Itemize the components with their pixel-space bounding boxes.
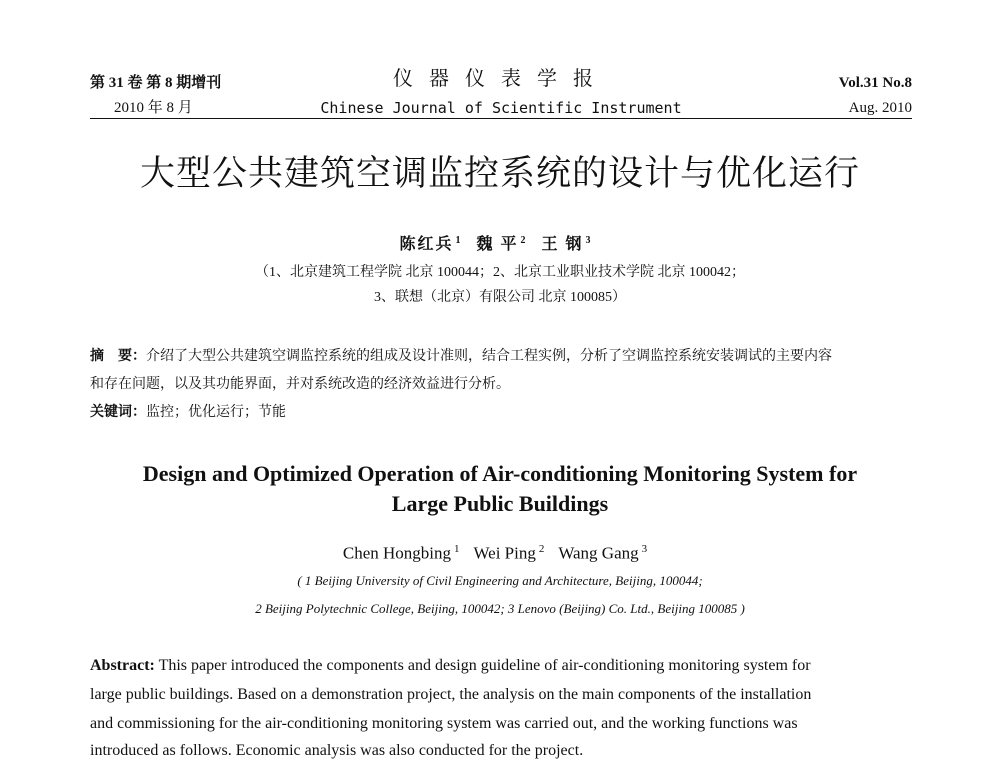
- paper-title-cn: 大型公共建筑空调监控系统的设计与优化运行: [139, 154, 860, 194]
- abstract-cn-line-2: 和存在问题，以及其功能界面，并对系统改造的经济效益进行分析。: [90, 377, 510, 392]
- author-list-en: [0, 543, 1000, 564]
- affiliation-cn-line-2: 3、联想（北京）有限公司 北京 100085）: [374, 290, 626, 305]
- author-name: 陈红兵: [399, 236, 454, 253]
- author-affiliation-mark: 2: [538, 543, 545, 555]
- paper-title-en-line-2: Large Public Buildings: [391, 491, 609, 516]
- paper-title-en-line-1: Design and Optimized Operation of Air-conditioning Monitoring System for: [142, 461, 858, 486]
- abstract-en-line-4: introduced as follows. Economic analysis was also conducted for the project.: [90, 742, 584, 759]
- journal-name-cn: 仪器仪表学报: [393, 68, 609, 90]
- abstract-en-line-3: and commissioning for the air-conditioning monitoring system was carried out, and the working functions was: [90, 715, 798, 732]
- header-rule: [90, 118, 912, 119]
- author-name: Wang Gang: [558, 543, 639, 563]
- keywords-text-cn: 监控；优化运行；节能: [146, 405, 286, 420]
- volume-issue-en: Vol.31 No.8: [838, 75, 912, 91]
- abstract-label-cn: 摘 要：: [90, 349, 146, 364]
- abstract-en-line-1: [90, 656, 912, 675]
- keywords-label-cn: 关键词：: [90, 405, 146, 420]
- author-affiliation-mark: 3: [585, 234, 593, 246]
- author-name: Chen Hongbing: [342, 543, 452, 563]
- affiliation-en-line-1: ( 1 Beijing University of Civil Engineering and Architecture, Beijing, 100044;: [297, 573, 703, 588]
- author-name: Wei Ping: [473, 543, 536, 563]
- abstract-text-cn: 介绍了大型公共建筑空调监控系统的组成及设计准则，结合工程实例，分析了空调监控系统安装调试的主要内容: [146, 349, 832, 364]
- author-affiliation-mark: 3: [641, 543, 648, 555]
- publication-date-cn: 2010 年 8 月: [114, 100, 193, 116]
- publication-date-en: Aug. 2010: [848, 100, 912, 116]
- abstract-label-en: Abstract:: [90, 657, 155, 674]
- abstract-cn-line-1: [90, 348, 912, 366]
- author-affiliation-mark: 1: [455, 234, 463, 246]
- author-name: 王 钢: [541, 236, 584, 253]
- affiliation-en-line-2: 2 Beijing Polytechnic College, Beijing, 100042; 3 Lenovo (Beijing) Co. Ltd., Beijing 100085 ): [255, 601, 745, 616]
- journal-name-en: Chinese Journal of Scientific Instrument: [320, 99, 682, 117]
- abstract-text-en: This paper introduced the components and design guideline of air-conditioning monitoring system for: [154, 657, 811, 674]
- keywords-cn: [90, 404, 912, 422]
- volume-issue: 第 31 卷 第 8 期增刊: [90, 75, 222, 91]
- affiliation-cn-line-1: （1、北京建筑工程学院 北京 100044；2、北京工业职业技术学院 北京 100042；: [255, 265, 745, 280]
- author-name: 魏 平: [476, 236, 519, 253]
- abstract-en-line-2: large public buildings. Based on a demonstration project, the analysis on the main components of the installation: [90, 686, 812, 703]
- author-affiliation-mark: 2: [520, 234, 528, 246]
- author-list-cn: [0, 231, 1000, 254]
- author-affiliation-mark: 1: [454, 543, 460, 555]
